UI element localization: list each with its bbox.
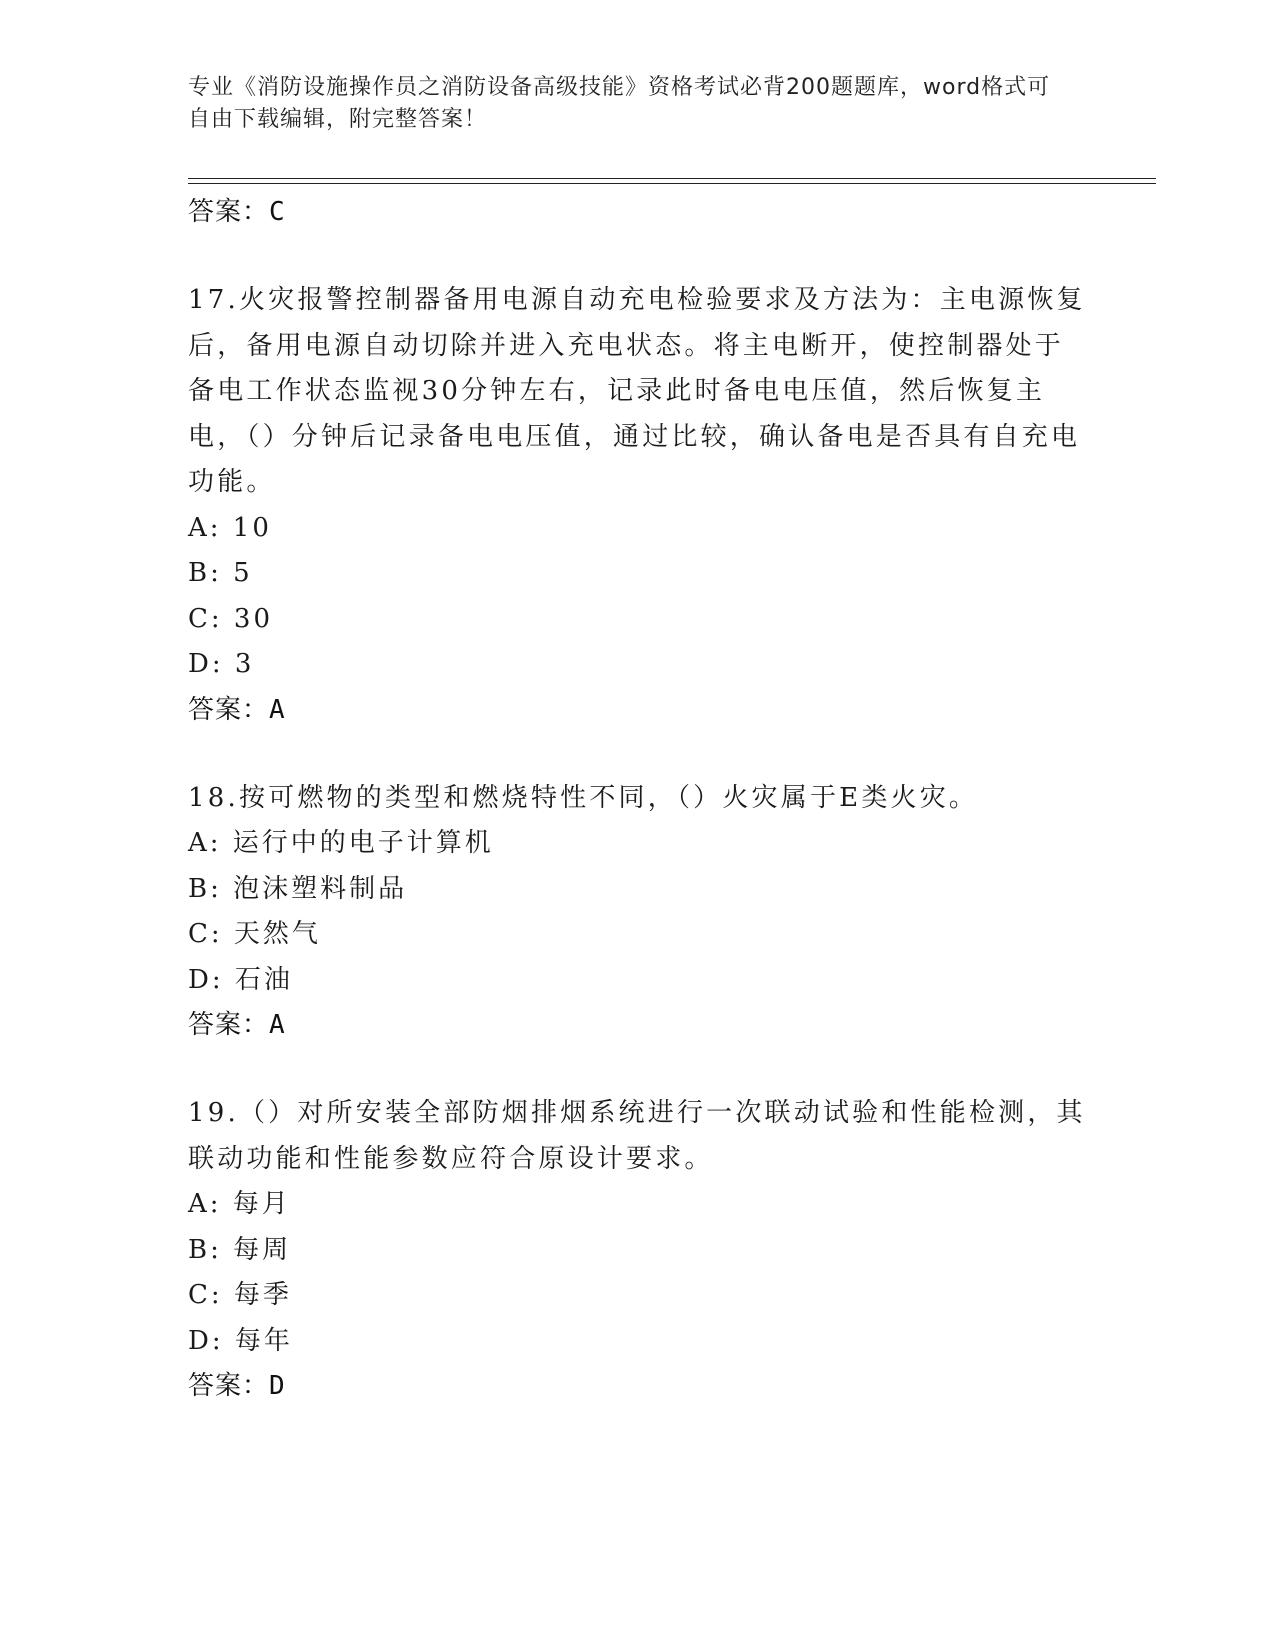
- option-a: A: 运行中的电子计算机: [188, 828, 494, 858]
- question-17: [188, 278, 1088, 732]
- answer-label: 答案：: [188, 1010, 270, 1040]
- header-rule-bottom: [188, 183, 1156, 184]
- header-rule-top: [188, 178, 1156, 179]
- option-d: D: 3: [188, 649, 255, 679]
- option-c: C: 30: [188, 603, 274, 634]
- document-body: [188, 190, 1088, 1408]
- page-header: 专业《消防设施操作员之消防设备高级技能》资格考试必背200题题库，word格式可自由下载编辑，附完整答案！: [188, 75, 1051, 132]
- option-b: B: 5: [188, 558, 253, 588]
- option-a: A: 每月: [188, 1189, 291, 1219]
- answer-value: D: [269, 1371, 286, 1401]
- question-19: [188, 1091, 1088, 1408]
- option-b: B: 泡沫塑料制品: [188, 873, 408, 904]
- question-stem: 17.火灾报警控制器备用电源自动充电检验要求及方法为：主电源恢复后，备用电源自动切除并进入充电状态。将主电断开，使控制器处于备电工作状态监视30分钟左右，记录此时备电电压值，然后恢复主电，（）分钟后记录备电电压值，通过比较，确认备电是否具有自充电功能。: [188, 285, 1086, 497]
- option-c: C: 天然气: [188, 919, 321, 949]
- option-d: D: 每年: [188, 1325, 293, 1356]
- question-stem: 19.（）对所安装全部防烟排烟系统进行一次联动试验和性能检测，其联动功能和性能参数应符合原设计要求。: [188, 1098, 1086, 1174]
- option-a: A: 10: [188, 512, 272, 543]
- answer-value: A: [269, 1010, 286, 1040]
- answer-value: C: [269, 197, 286, 227]
- question-answer: [188, 688, 1088, 732]
- answer-label: 答案：: [188, 694, 270, 725]
- question-answer: [188, 1364, 1088, 1408]
- answer-value: A: [269, 694, 286, 725]
- answer-label: 答案：: [188, 1371, 270, 1401]
- option-c: C: 每季: [188, 1280, 292, 1310]
- question-18: [188, 776, 1088, 1048]
- option-d: D: 石油: [188, 964, 293, 995]
- question-stem: 18.按可燃物的类型和燃烧特性不同，（）火灾属于E类火灾。: [188, 782, 979, 813]
- previous-answer: [188, 190, 1088, 234]
- question-answer: [188, 1003, 1088, 1047]
- option-b: B: 每周: [188, 1234, 292, 1265]
- answer-label: 答案：: [188, 197, 270, 227]
